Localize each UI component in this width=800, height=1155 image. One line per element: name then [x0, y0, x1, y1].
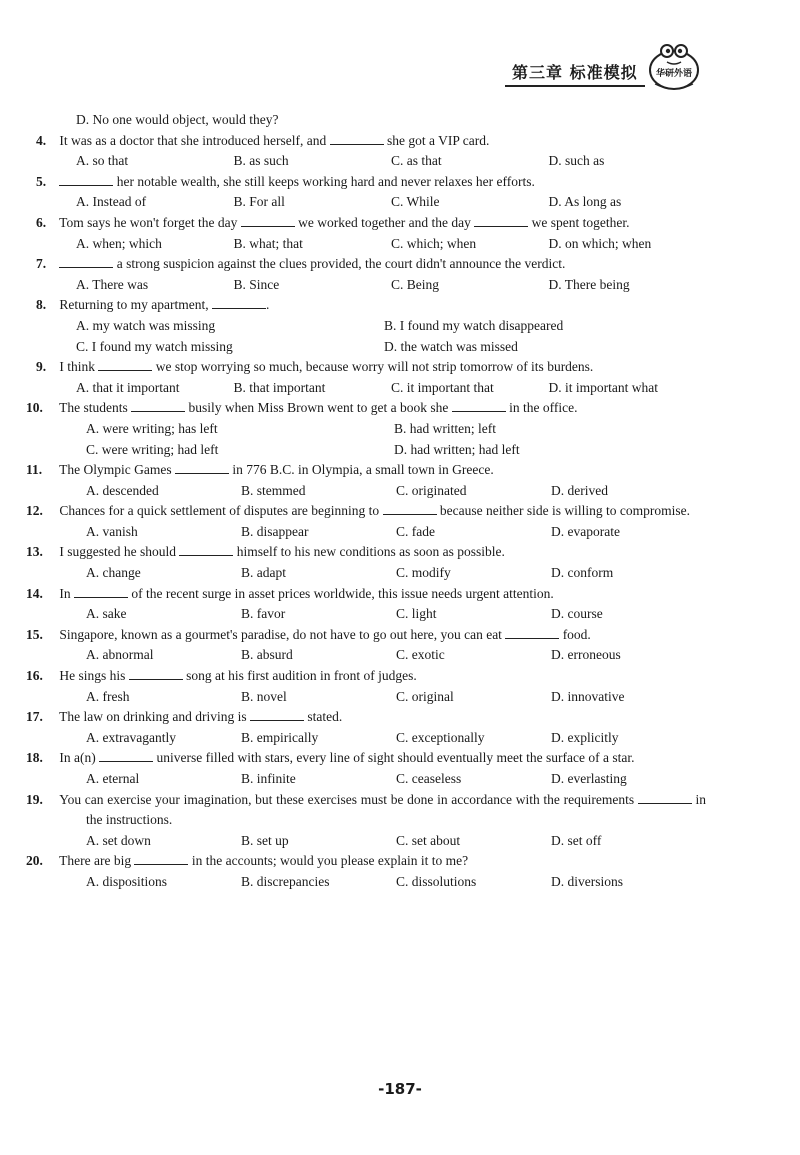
- option-a: A. sake: [86, 606, 127, 622]
- question-11: [26, 460, 706, 501]
- option-d: D. explicitly: [551, 729, 619, 745]
- stem-text: of the recent surge in asset prices worldwide, this issue needs urgent attention.: [128, 585, 554, 601]
- option-a: A. set down: [86, 832, 151, 848]
- stem-text: The law on drinking and driving is: [59, 709, 250, 725]
- question-stem: 9. I think we stop worrying so much, because worry will not strip tomorrow of its burdens.: [36, 359, 594, 375]
- answer-blank: [175, 461, 229, 474]
- stem-text: In a(n): [59, 750, 100, 766]
- option-b: B. adapt: [241, 565, 286, 581]
- option-b: B. empirically: [241, 729, 319, 745]
- header-rule: [505, 85, 645, 87]
- question-9: [36, 357, 706, 398]
- question-stem: 20. There are big in the accounts; would you please explain it to me?: [26, 853, 469, 869]
- question-6: [36, 213, 706, 254]
- option-a: A. Instead of: [76, 194, 147, 210]
- question-stem: 10. The students busily when Miss Brown went to get a book she in the office.: [26, 400, 578, 416]
- option-a: A. abnormal: [86, 647, 154, 663]
- question-stem: 18. In a(n) universe filled with stars, every line of sight should eventually meet the surface of a star.: [26, 750, 635, 766]
- answer-blank: [134, 852, 188, 865]
- stem-text: in the instructions.: [86, 791, 706, 828]
- option-a: A. extravagantly: [86, 729, 176, 745]
- options-row: [56, 563, 706, 584]
- question-stem: 17. The law on drinking and driving is stated.: [26, 709, 343, 725]
- question-stem: 16. He sings his song at his first audition in front of judges.: [26, 668, 417, 684]
- chapter-title: 第三章 标准模拟: [512, 63, 638, 82]
- question-19: [26, 790, 706, 852]
- option-a: A. when; which: [76, 235, 162, 251]
- stem-text: You can exercise your imagination, but these exercises must be done in accordance with the requirements: [59, 791, 638, 807]
- option-b: B. discrepancies: [241, 873, 330, 889]
- stem-text: stated.: [304, 709, 343, 725]
- option-d: D. such as: [548, 153, 605, 169]
- stem-text: The Olympic Games: [59, 462, 175, 478]
- option-a: A. descended: [86, 482, 159, 498]
- option-c: C. set about: [396, 832, 461, 848]
- option-c: C. exotic: [396, 647, 445, 663]
- options-row: [56, 419, 706, 460]
- option-a: A. so that: [76, 153, 129, 169]
- option-b: B. that important: [233, 379, 326, 395]
- stem-text: I think: [59, 359, 99, 375]
- stem-text: we worked together and the day: [294, 214, 475, 230]
- options-row: [56, 645, 706, 666]
- options-row: [56, 604, 706, 625]
- question-stem: 11. The Olympic Games in 776 B.C. in Olympia, a small town in Greece.: [26, 462, 494, 478]
- option-d: D. diversions: [551, 873, 623, 889]
- question-20: [26, 851, 706, 892]
- option-c: C. modify: [396, 565, 451, 581]
- question-stem: 5. her notable wealth, she still keeps working hard and never relaxes her efforts.: [36, 173, 535, 189]
- stem-text: because neither side is willing to compromise.: [436, 503, 690, 519]
- option-d: D. course: [551, 606, 603, 622]
- stem-text: I suggested he should: [59, 544, 180, 560]
- question-4: [36, 131, 706, 172]
- option-b: B. I found my watch disappeared: [384, 317, 564, 333]
- question-7: [36, 254, 706, 295]
- answer-blank: [129, 667, 183, 680]
- question-16: [26, 666, 706, 707]
- options-row: [56, 769, 706, 790]
- answer-blank: [74, 585, 128, 598]
- question-13: [26, 542, 706, 583]
- answer-blank: [59, 255, 113, 268]
- option-c: C. were writing; had left: [86, 441, 219, 457]
- stem-text: in the accounts; would you please explain it to me?: [188, 853, 469, 869]
- question-stem: 13. I suggested he should himself to his new conditions as soon as possible.: [26, 544, 505, 560]
- stem-text: food.: [559, 626, 591, 642]
- option-b: B. what; that: [233, 235, 303, 251]
- question-stem: 19. You can exercise your imagination, but these exercises must be done in accordance with the requirements in the instructions.: [26, 791, 706, 828]
- option-c: C. it important that: [391, 379, 494, 395]
- option-c: C. fade: [396, 523, 435, 539]
- stem-text: Singapore, known as a gourmet's paradise, do not have to go out here, you can eat: [59, 626, 506, 642]
- options-row: [56, 151, 706, 172]
- option-d: D. it important what: [548, 379, 658, 395]
- option-d: D. conform: [551, 565, 614, 581]
- stem-text: we spent together.: [528, 214, 630, 230]
- option-d: D. innovative: [551, 688, 625, 704]
- option-d: D. the watch was missed: [384, 338, 518, 354]
- answer-blank: [212, 296, 266, 309]
- option-b: B. For all: [233, 194, 285, 210]
- question-stem: 14. In of the recent surge in asset prices worldwide, this issue needs urgent attention.: [26, 585, 554, 601]
- stem-text: universe filled with stars, every line of sight should eventually meet the surface of a star.: [153, 750, 635, 766]
- option-a: A. change: [86, 565, 141, 581]
- question-stem: 15. Singapore, known as a gourmet's paradise, do not have to go out here, you can eat food.: [26, 626, 591, 642]
- question-stem: 7. a strong suspicion against the clues provided, the court didn't announce the verdict.: [36, 256, 566, 272]
- page-header: [0, 42, 800, 92]
- option-c: C. light: [396, 606, 437, 622]
- option-a: A. my watch was missing: [76, 317, 216, 333]
- question-8: [36, 295, 706, 357]
- option-c: C. Being: [391, 276, 440, 292]
- options-row: [56, 522, 706, 543]
- option-a: A. eternal: [86, 771, 140, 786]
- question-10: [26, 398, 706, 460]
- option-b: B. absurd: [241, 647, 293, 663]
- answer-blank: [452, 399, 506, 412]
- logo-text: 华研外语: [655, 69, 692, 79]
- option-d: D. had written; had left: [394, 441, 520, 457]
- option-c: C. ceaseless: [396, 771, 462, 786]
- option-c: C. While: [391, 194, 440, 210]
- option-d: D. derived: [551, 482, 608, 498]
- option-c: C. exceptionally: [396, 729, 485, 745]
- question-stem: 6. Tom says he won't forget the day we worked together and the day we spent together.: [36, 214, 630, 230]
- stem-text: she got a VIP card.: [383, 132, 490, 148]
- option-b: B. disappear: [241, 523, 309, 539]
- option-b: B. infinite: [241, 771, 296, 786]
- question-stem: 4. It was as a doctor that she introduced herself, and she got a VIP card.: [36, 132, 490, 148]
- option-a: A. vanish: [86, 523, 138, 539]
- option-d: D. on which; when: [548, 235, 652, 251]
- question-14: [26, 584, 706, 625]
- options-row: [56, 316, 706, 357]
- answer-blank: [131, 399, 185, 412]
- stem-text: It was as a doctor that she introduced herself, and: [59, 132, 330, 148]
- options-row: [56, 872, 706, 893]
- option-c: C. originated: [396, 482, 467, 498]
- stem-text: He sings his: [59, 668, 129, 684]
- option-d: D. everlasting: [551, 771, 627, 786]
- options-row: [56, 275, 706, 296]
- question-17: [26, 707, 706, 748]
- page-number: -187-: [378, 1080, 422, 1098]
- stem-text: Tom says he won't forget the day: [59, 214, 241, 230]
- option-b: B. novel: [241, 688, 287, 704]
- answer-blank: [98, 358, 152, 371]
- stem-text: busily when Miss Brown went to get a book she: [185, 400, 452, 416]
- answer-blank: [383, 502, 437, 515]
- question-15: [26, 625, 706, 666]
- stem-text: in the office.: [505, 400, 578, 416]
- stem-text: There are big: [59, 853, 135, 869]
- option-b: B. as such: [233, 153, 289, 169]
- option-d: D. There being: [548, 276, 630, 292]
- option-b: B. had written; left: [394, 420, 496, 436]
- options-row: [56, 192, 706, 213]
- question-18: [26, 748, 706, 789]
- option-b: B. favor: [241, 606, 286, 622]
- option-b: B. stemmed: [241, 482, 306, 498]
- question-5: [36, 172, 706, 213]
- options-row: [56, 687, 706, 708]
- answer-blank: [638, 791, 692, 804]
- answer-blank: [330, 132, 384, 145]
- options-row: [56, 481, 706, 502]
- stem-text: in 776 B.C. in Olympia, a small town in Greece.: [229, 462, 494, 478]
- stem-text: we stop worrying so much, because worry will not strip tomorrow of its burdens.: [152, 359, 594, 375]
- option-a: A. that it important: [76, 379, 180, 395]
- option-c: C. which; when: [391, 235, 477, 251]
- answer-blank: [59, 173, 113, 186]
- answer-blank: [241, 214, 295, 227]
- option-a: A. fresh: [86, 688, 130, 704]
- stem-text: .: [265, 297, 270, 313]
- options-row: [56, 728, 706, 749]
- option-c: C. original: [396, 688, 454, 704]
- option-d: D. set off: [551, 832, 602, 848]
- option-d-previous: D. No one would object, would they?: [76, 112, 279, 127]
- stem-text: himself to his new conditions as soon as possible.: [233, 544, 505, 560]
- question-list: [26, 110, 706, 893]
- stem-text: The students: [59, 400, 132, 416]
- answer-blank: [179, 543, 233, 556]
- question-stem: 8. Returning to my apartment, .: [36, 297, 270, 313]
- option-d: D. As long as: [548, 194, 622, 210]
- answer-blank: [250, 708, 304, 721]
- option-c: C. as that: [391, 153, 442, 169]
- option-a: A. There was: [76, 276, 149, 292]
- option-d: D. evaporate: [551, 523, 620, 539]
- option-a: A. were writing; has left: [86, 420, 218, 436]
- question-12: [26, 501, 706, 542]
- option-a: A. dispositions: [86, 873, 168, 889]
- options-row: [56, 234, 706, 255]
- stem-text: song at his first audition in front of judges.: [182, 668, 417, 684]
- option-c: C. I found my watch missing: [76, 338, 233, 354]
- option-d: D. erroneous: [551, 647, 621, 663]
- answer-blank: [474, 214, 528, 227]
- answer-blank: [505, 626, 559, 639]
- option-b: B. set up: [241, 832, 289, 848]
- options-row: [56, 378, 706, 399]
- stem-text: a strong suspicion against the clues provided, the court didn't announce the verdict.: [113, 256, 566, 272]
- stem-text: Chances for a quick settlement of disputes are beginning to: [59, 503, 383, 519]
- options-row: [56, 831, 706, 852]
- stem-text: Returning to my apartment,: [59, 297, 212, 313]
- answer-blank: [99, 749, 153, 762]
- option-b: B. Since: [233, 276, 280, 292]
- option-c: C. dissolutions: [396, 873, 477, 889]
- stem-text: In: [59, 585, 74, 601]
- question-stem: 12. Chances for a quick settlement of disputes are beginning to because neither side is willing to compromise.: [26, 503, 690, 519]
- stem-text: her notable wealth, she still keeps working hard and never relaxes her efforts.: [113, 173, 535, 189]
